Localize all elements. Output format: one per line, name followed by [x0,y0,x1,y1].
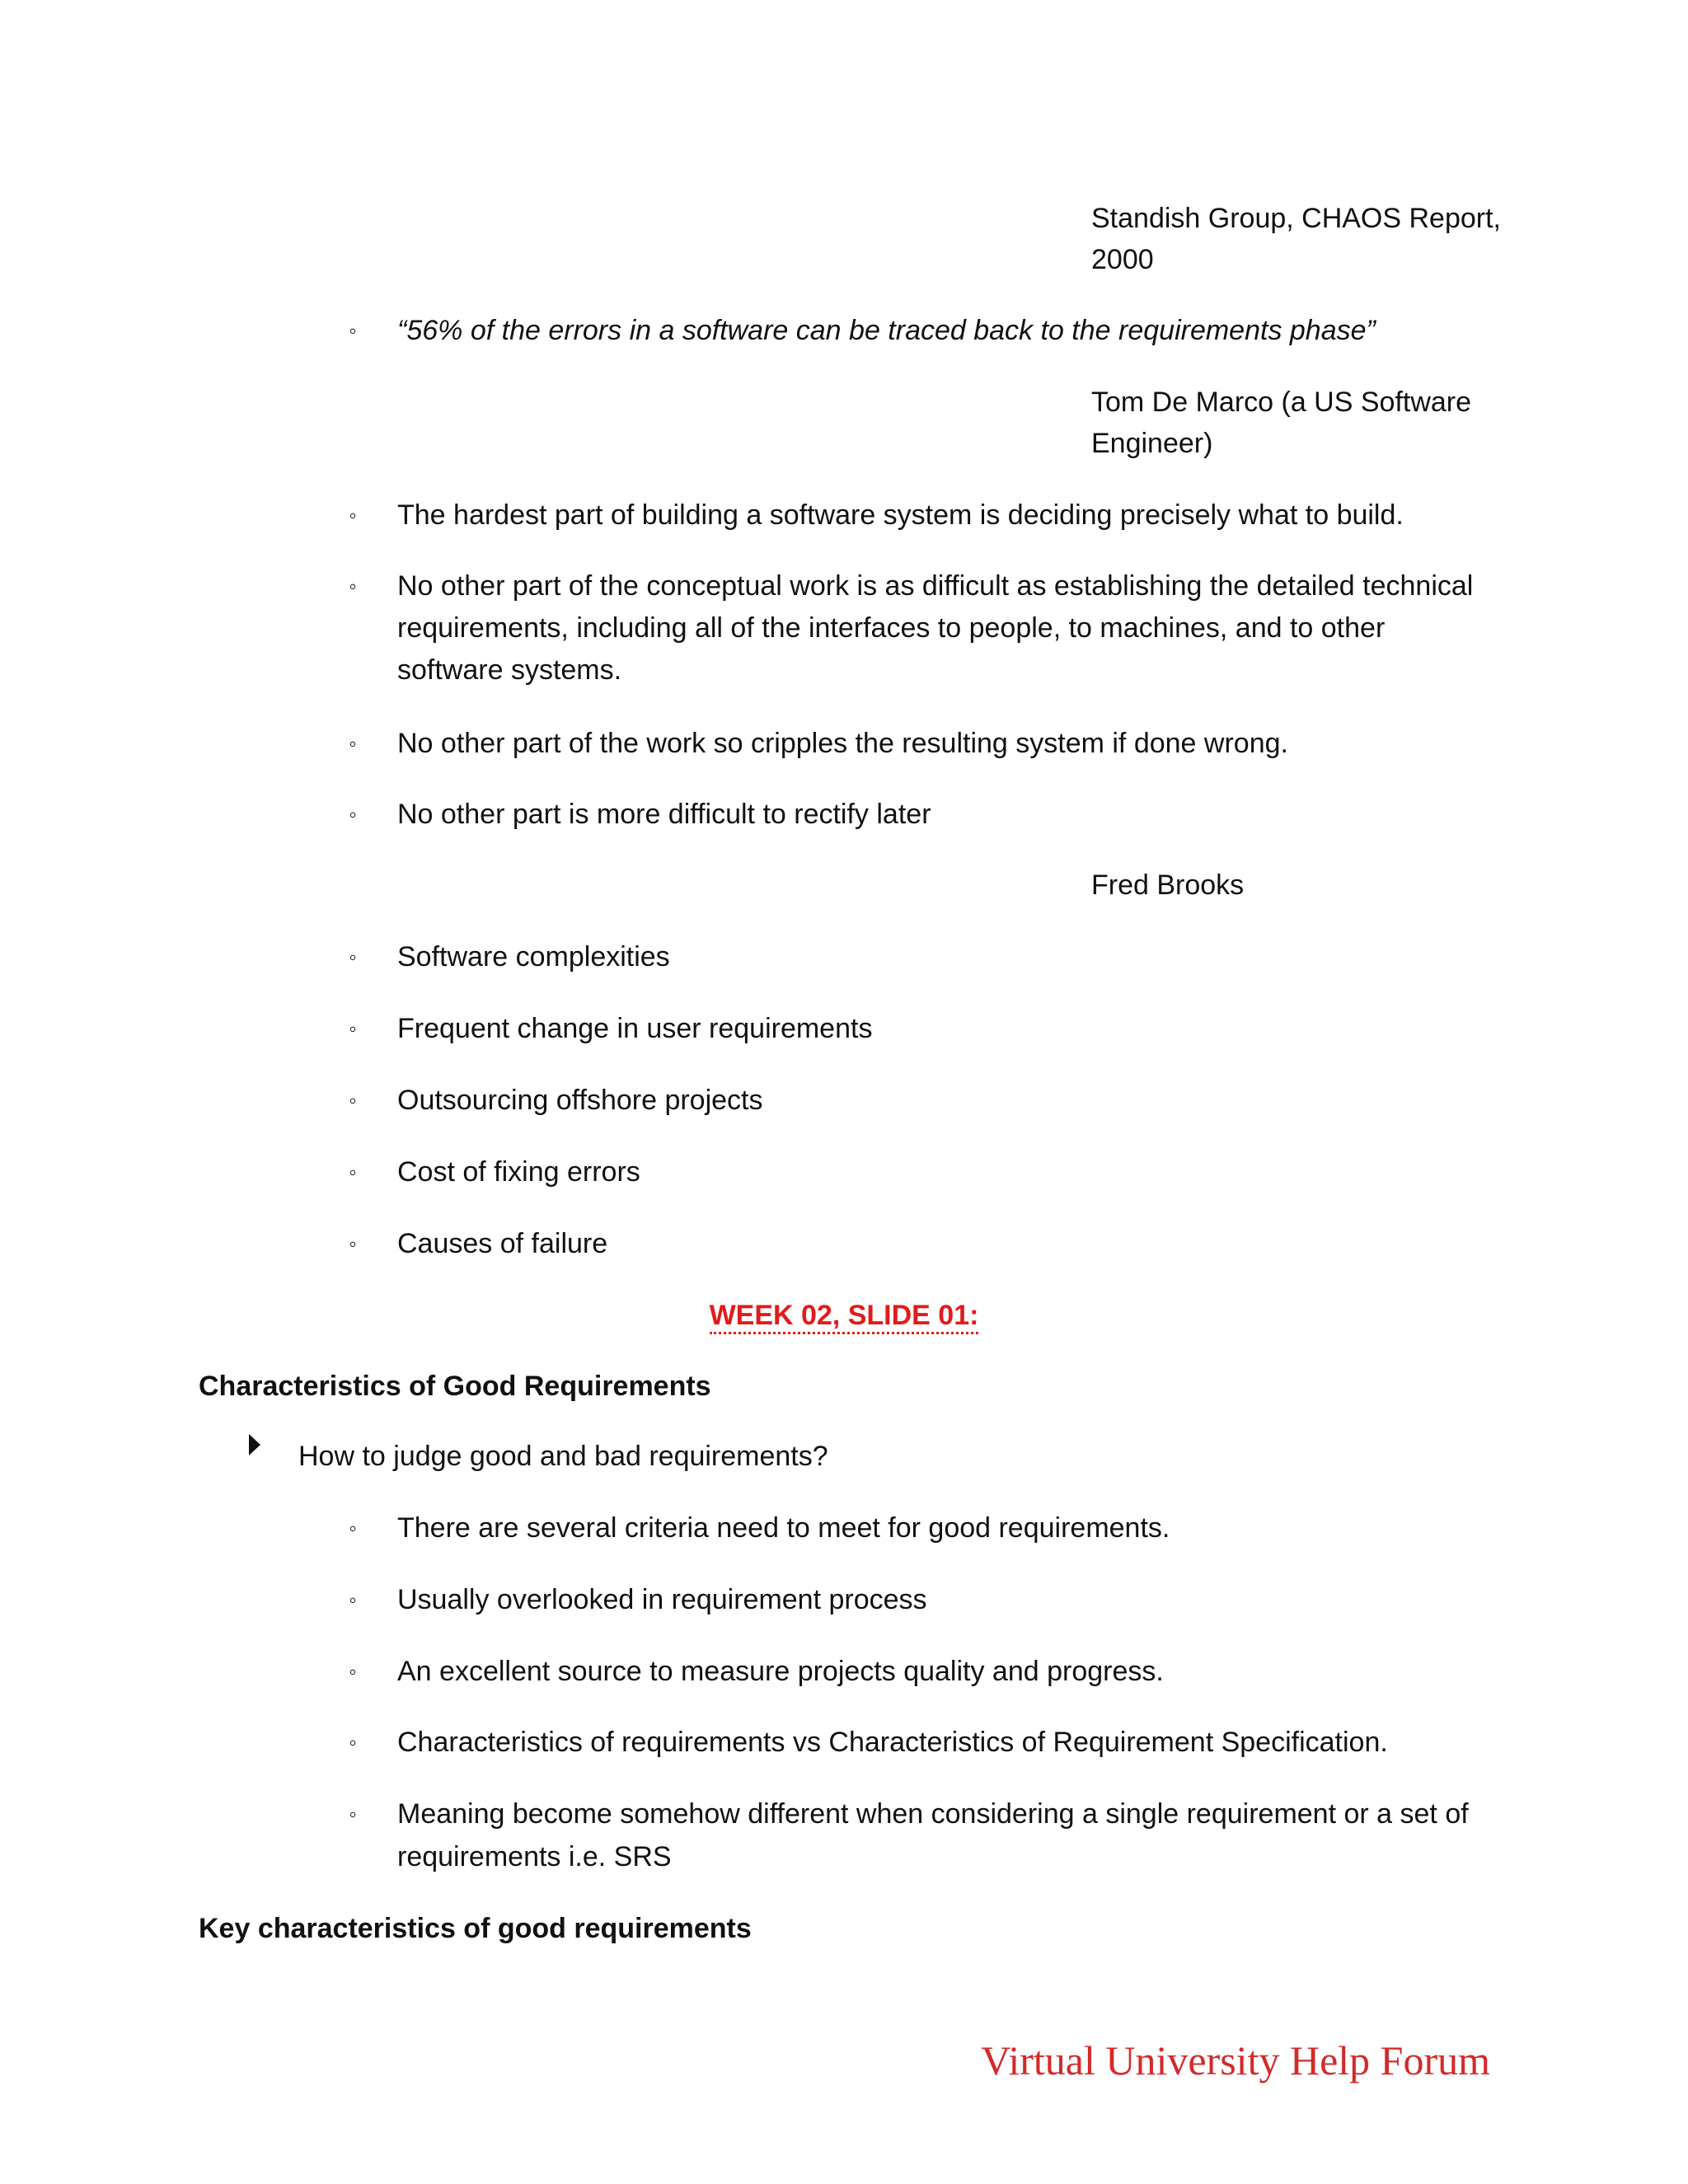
list-item: Causes of failure [397,1228,608,1259]
quote-demarco: “56% of the errors in a software can be traced back to the requirements phase” [397,315,1376,346]
key-characteristics-heading: Key characteristics of good requirements [199,1913,752,1944]
list-item: There are several criteria need to meet for good requirements. [397,1512,1170,1544]
triangle-bullet-icon [249,1434,260,1455]
attribution-chaos-line-2: 2000 [1091,244,1154,275]
hollow-bullet-icon: ◦ [349,944,357,969]
list-item-line: software systems. [397,654,622,686]
list-item: Cost of fixing errors [397,1156,640,1188]
hollow-bullet-icon: ◦ [349,802,357,827]
list-item: No other part of the work so cripples the resulting system if done wrong. [397,728,1288,759]
week-title-text: WEEK 02, SLIDE 01: [710,1300,979,1334]
hollow-bullet-icon: ◦ [349,503,357,527]
hollow-bullet-icon: ◦ [349,1088,357,1113]
attribution-brooks: Fred Brooks [1091,869,1245,901]
attribution-demarco-line-1: Tom De Marco (a US Software [1091,387,1472,418]
list-item-line: requirements, including all of the interfaces to people, to machines, and to other [397,612,1386,644]
hollow-bullet-icon: ◦ [349,1516,357,1540]
list-item: Usually overlooked in requirement process [397,1584,927,1615]
hollow-bullet-icon: ◦ [349,574,357,598]
list-item: Characteristics of requirements vs Characteristics of Requirement Specification. [397,1727,1388,1758]
attribution-demarco-line-2: Engineer) [1091,428,1213,459]
attribution-chaos-line-1: Standish Group, CHAOS Report, [1091,203,1502,234]
week-title [0,1294,1688,1337]
list-item: No other part is more difficult to rectify later [397,799,931,830]
hollow-bullet-icon: ◦ [349,1160,357,1184]
section-heading: Characteristics of Good Requirements [199,1371,711,1402]
question-text: How to judge good and bad requirements? [298,1441,828,1472]
hollow-bullet-icon: ◦ [349,1659,357,1684]
watermark-text: Virtual University Help Forum [981,2037,1490,2083]
hollow-bullet-icon: ◦ [349,1016,357,1041]
hollow-bullet-icon: ◦ [349,1730,357,1755]
list-item: Frequent change in user requirements [397,1013,873,1044]
hollow-bullet-icon: ◦ [349,1231,357,1256]
list-item-line: Meaning become somehow different when considering a single requirement or a set of [397,1798,1469,1830]
list-item: Outsourcing offshore projects [397,1085,763,1116]
list-item-line: No other part of the conceptual work is as difficult as establishing the detailed technical [397,570,1474,602]
list-item: An excellent source to measure projects quality and progress. [397,1656,1164,1687]
hollow-bullet-icon: ◦ [349,318,357,343]
hollow-bullet-icon: ◦ [349,731,357,756]
hollow-bullet-icon: ◦ [349,1802,357,1826]
hollow-bullet-icon: ◦ [349,1587,357,1612]
list-item-line: requirements i.e. SRS [397,1841,672,1872]
list-item: Software complexities [397,941,670,972]
list-item: The hardest part of building a software system is deciding precisely what to build. [397,499,1404,531]
